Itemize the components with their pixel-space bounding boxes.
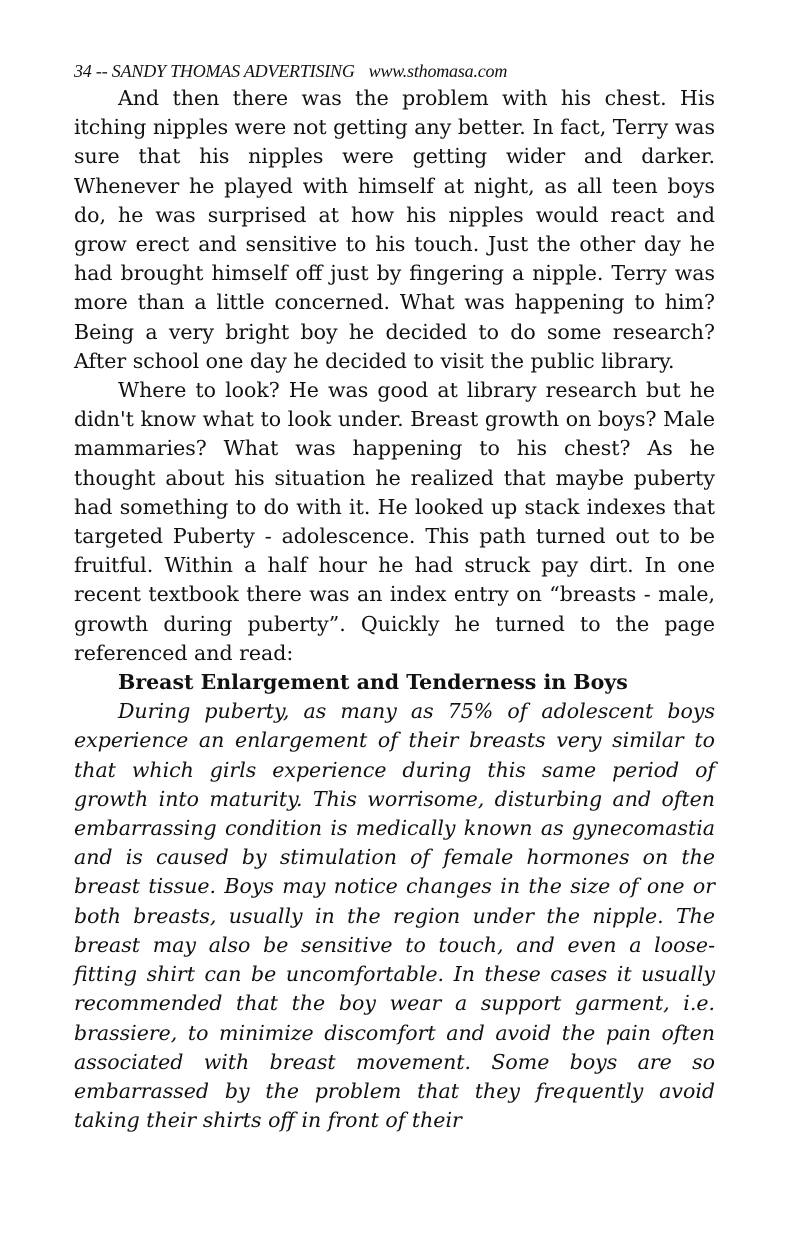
excerpt-heading: Breast Enlargement and Tenderness in Boys	[118, 670, 628, 695]
running-header	[74, 58, 715, 84]
body-paragraph: Where to look? He was good at library research but he didn't know what to look under. Breast growth on boys? Male mammaries? What was happening to his chest? As he thought about his situation he realized that maybe puberty had something to do with it. He looked up stack indexes that targeted Puberty - adolescence. This path turned out to be fruitful. Within a half hour he had struck pay dirt. In one recent textbook there was an index entry on “breasts - male, growth during puberty”. Quickly he turned to the page referenced and read:	[74, 378, 715, 665]
running-head-url: www.sthomasa.com	[368, 61, 508, 81]
quoted-excerpt: During puberty, as many as 75% of adolescent boys experience an enlargement of their breasts very similar to that which girls experience during this same period of growth into maturity. This worrisome, disturbing and often embarrassing condition is medically known as gynecomastia and is caused by stimulation of female hormones on the breast tissue. Boys may notice changes in the size of one or both breasts, usually in the region under the nipple. The breast may also be sensitive to touch, and even a loose-fitting shirt can be uncomfortable. In these cases it usually recommended that the boy wear a support garment, i.e. brassiere, to minimize discomfort and avoid the pain often associated with breast movement. Some boys are so embarrassed by the problem that they frequently avoid taking their shirts off in front of their	[74, 699, 715, 1133]
book-page	[74, 58, 715, 1135]
running-head-title: 34 -- SANDY THOMAS ADVERTISING	[74, 61, 355, 81]
body-paragraph: And then there was the problem with his chest. His itching nipples were not getting any better. In fact, Terry was sure that his nipples were getting wider and darker. Whenever he played with himself at night, as all teen boys do, he was surprised at how his nipples would react and grow erect and sensitive to his touch. Just the other day he had brought himself off just by fingering a nipple. Terry was more than a little concerned. What was happening to him? Being a very bright boy he decided to do some research? After school one day he decided to visit the public library.	[74, 86, 715, 373]
